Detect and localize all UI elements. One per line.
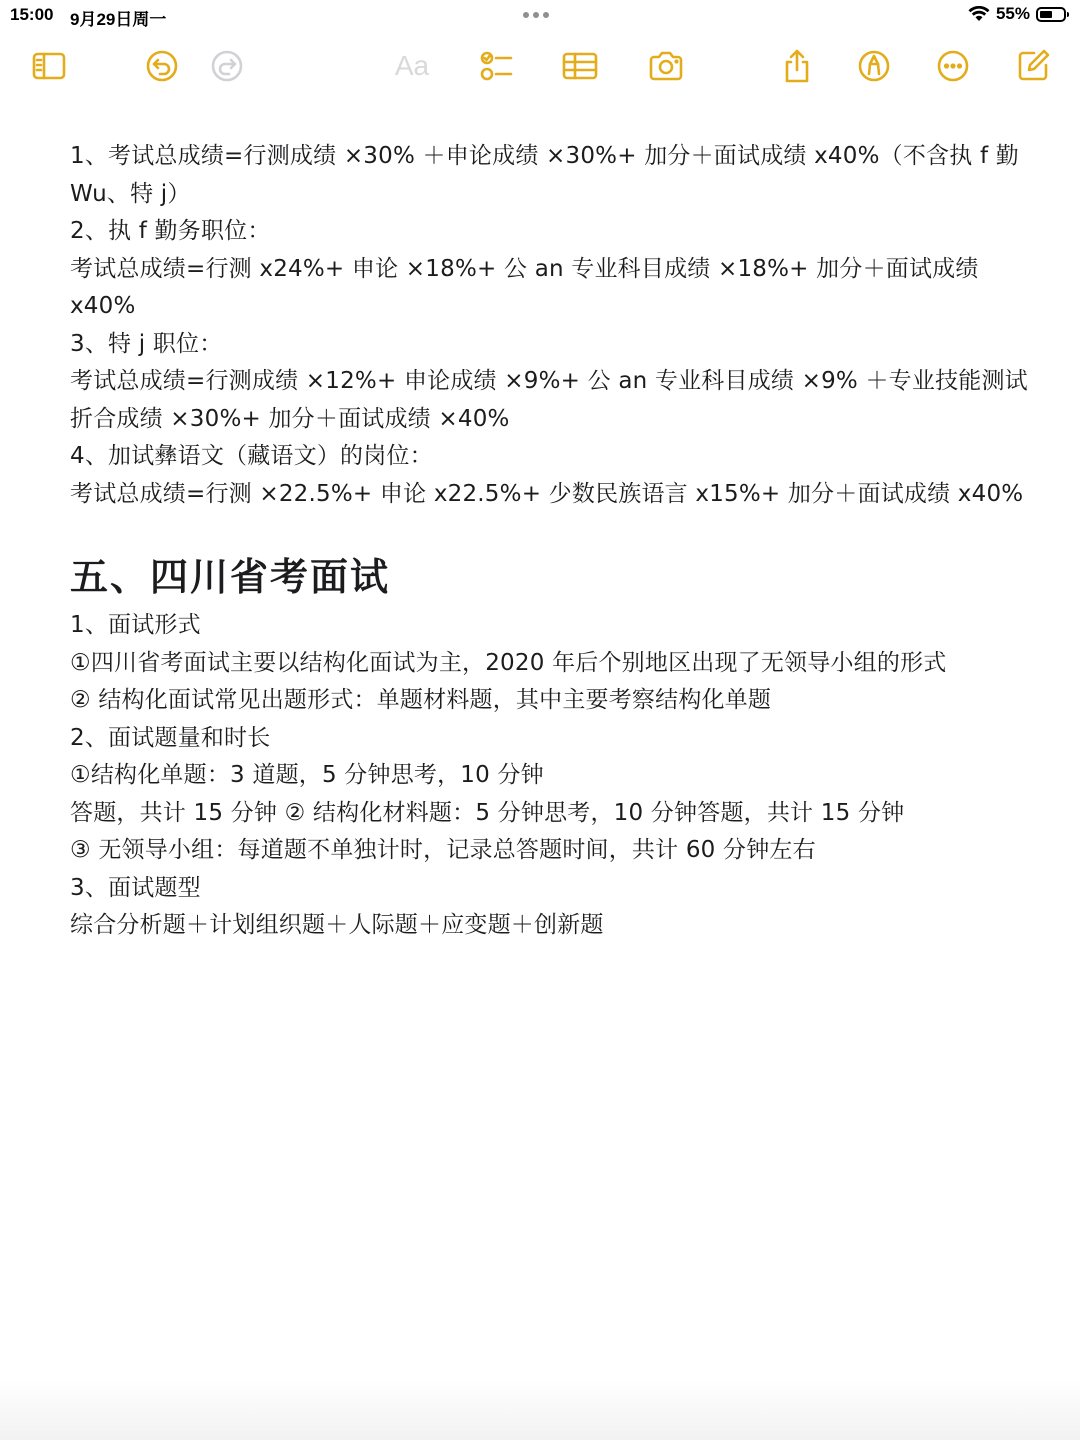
note-line: ①结构化单题：3 道题，5 分钟思考，10 分钟	[70, 762, 544, 788]
camera-icon	[647, 47, 685, 85]
more-button[interactable]	[931, 44, 975, 88]
note-line: 考试总成绩=行测成绩 ×12%+ 申论成绩 ×9%+ 公 an 专业科目成绩 ×9% ＋专业技能测试	[70, 368, 1028, 394]
battery-icon	[1036, 7, 1066, 22]
note-line: ①四川省考面试主要以结构化面试为主，2020 年后个别地区出现了无领导小组的形式	[70, 649, 947, 676]
notes-toolbar	[0, 36, 1080, 92]
markup-button[interactable]	[852, 44, 896, 88]
share-icon	[778, 47, 816, 85]
note-line: 2、执 f 勤务职位：	[70, 218, 271, 244]
checklist-icon	[477, 47, 515, 85]
note-line: 折合成绩 ×30%+ 加分＋面试成绩 ×40%	[70, 405, 510, 432]
battery-percent: 55%	[995, 4, 1030, 23]
note-line: 4、加试彝语文（藏语文）的岗位：	[70, 443, 433, 469]
note-line: x40%	[70, 293, 136, 319]
camera-button[interactable]	[644, 44, 688, 88]
share-button[interactable]	[775, 44, 819, 88]
note-line: ③ 无领导小组：每道题不单独计时，记录总答题时间，共计 60 分钟左右	[70, 837, 816, 863]
status-right	[968, 4, 1066, 24]
undo-icon	[143, 47, 181, 85]
note-line: Wu、特 j）	[70, 180, 191, 207]
compose-button[interactable]	[1011, 44, 1055, 88]
status-bar	[0, 0, 1080, 30]
markup-pen-icon	[855, 47, 893, 85]
note-line: 3、特 j 职位：	[70, 330, 223, 357]
format-label: Aa	[394, 50, 430, 81]
note-line: 考试总成绩=行测 ×22.5%+ 申论 x22.5%+ 少数民族语言 x15%+ 加分＋面试成绩 x40%	[70, 480, 1024, 507]
note-line: 1、考试总成绩=行测成绩 ×30% ＋申论成绩 ×30%+ 加分＋面试成绩 x40%（不含执 f 勤	[70, 143, 1019, 169]
redo-icon	[208, 47, 246, 85]
note-line: 1、面试形式	[70, 612, 201, 638]
section-interview	[70, 607, 1020, 945]
table-button[interactable]	[558, 44, 602, 88]
sidebar-toggle-button[interactable]	[27, 44, 71, 88]
status-date: 9月29日周一	[70, 10, 167, 29]
note-line: 考试总成绩=行测 x24%+ 申论 ×18%+ 公 an 专业科目成绩 ×18%+ 加分＋面试成绩	[70, 255, 979, 282]
status-time: 15:00	[10, 5, 54, 24]
undo-button[interactable]	[140, 44, 184, 88]
bottom-fade	[0, 1380, 1080, 1440]
note-line: 2、面试题量和时长	[70, 724, 271, 751]
wifi-icon	[968, 6, 990, 22]
note-line: ② 结构化面试常见出题形式：单题材料题，其中主要考察结构化单题	[70, 687, 772, 713]
battery-fill	[1040, 11, 1052, 18]
table-icon	[561, 47, 599, 85]
compose-icon	[1014, 47, 1052, 85]
redo-button[interactable]	[205, 44, 249, 88]
section-heading: 五、四川省考面试	[70, 555, 391, 599]
format-button[interactable]	[390, 44, 434, 88]
multitasking-dots-icon[interactable]	[523, 12, 549, 18]
sidebar-icon	[30, 47, 68, 85]
note-body[interactable]	[70, 138, 1028, 945]
more-icon	[934, 47, 972, 85]
section-score-formulas	[70, 138, 1028, 513]
note-line: 答题，共计 15 分钟 ② 结构化材料题：5 分钟思考，10 分钟答题，共计 15 分钟	[70, 799, 905, 826]
note-line: 3、面试题型	[70, 874, 201, 901]
note-line: 综合分析题＋计划组织题＋人际题＋应变题＋创新题	[70, 912, 604, 938]
checklist-button[interactable]	[474, 44, 518, 88]
